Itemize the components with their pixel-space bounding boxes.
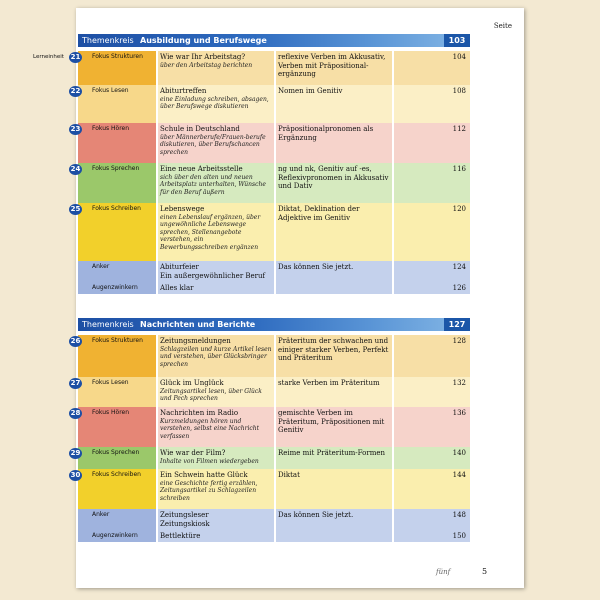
lesson-number-badge: 24: [70, 165, 81, 173]
lesson-desc: Zeitungsartikel lesen, über Glück und Pech sprechen: [160, 387, 262, 402]
lesson-title: Eine neue Arbeitsstelle: [160, 165, 243, 173]
fokus-cell: [70, 123, 156, 163]
page-number: 108: [394, 85, 470, 123]
lesson-content-cell: [158, 407, 274, 447]
lesson-content-cell: [158, 282, 274, 294]
banner-kreis-label: Themenkreis: [82, 36, 134, 45]
lesson-row: [70, 123, 470, 164]
lesson-row: [70, 335, 470, 378]
fokus-cell: Anker: [78, 261, 156, 282]
lerneinheit-label: Lerneinheit: [33, 54, 64, 60]
lesson-content-cell: [158, 469, 274, 509]
fokus-cell: [70, 407, 156, 447]
lesson-desc: einen Lebenslauf ergänzen, über ungewöhnliche Lebenswege sprechen, Stellenangebote verstehen, ein Bewerbungsschreiben ergänzen: [160, 213, 261, 251]
grammar-cell: Diktat, Deklination der Adjektive im Genitiv: [276, 203, 392, 261]
fokus-label: Fokus Schreiben: [92, 471, 141, 478]
grammar-cell: starke Verben im Präteritum: [276, 377, 392, 407]
page-number: 144: [394, 469, 470, 509]
fokus-cell: [70, 335, 156, 377]
banner-topic: Ausbildung und Berufswege: [140, 36, 267, 45]
fokus-label: Fokus Hören: [92, 409, 130, 416]
lesson-title: Bettlektüre: [160, 532, 201, 540]
lesson-content-cell: [158, 123, 274, 163]
lesson-row: [33, 51, 470, 86]
anker-row: [78, 261, 470, 283]
fokus-cell: Anker: [78, 509, 156, 530]
fokus-cell: Augenzwinkern: [78, 282, 156, 294]
lesson-row: [70, 85, 470, 124]
lesson-row: [70, 447, 470, 470]
lesson-title: Schule in Deutschland: [160, 125, 240, 133]
banner-kreis-label: Themenkreis: [82, 320, 134, 329]
page-number: 124: [394, 261, 470, 282]
fokus-label: Fokus Schreiben: [92, 205, 141, 212]
page-number: 132: [394, 377, 470, 407]
grammar-cell: Präpositionalpronomen als Ergänzung: [276, 123, 392, 163]
fokus-label: Fokus Sprechen: [92, 449, 140, 456]
lesson-row: [70, 469, 470, 510]
lesson-title-2: Zeitungskiosk: [160, 519, 210, 528]
lesson-title: Abiturfeier: [160, 263, 199, 271]
seite-label: Seite: [493, 22, 512, 30]
fokus-cell: Augenzwinkern: [78, 530, 156, 542]
fokus-cell: [70, 51, 156, 85]
lesson-number-badge: 29: [70, 449, 81, 457]
lesson-desc: über Männerberufe/Frauen-berufe diskutieren, über Berufschancen sprechen: [160, 133, 266, 156]
lesson-content-cell: [158, 51, 274, 85]
section-banner: [78, 318, 470, 331]
grammar-cell: Das können Sie jetzt.: [276, 509, 392, 530]
lesson-content-cell: [158, 447, 274, 469]
page-number: 120: [394, 203, 470, 261]
lesson-number-badge: 25: [70, 205, 81, 213]
fokus-cell: [70, 447, 156, 469]
grammar-cell: gemischte Verben im Präteritum, Präpositionen mit Genitiv: [276, 407, 392, 447]
themenkreis-section-1: [33, 34, 470, 298]
grammar-cell: Das können Sie jetzt.: [276, 261, 392, 282]
fokus-cell: [70, 469, 156, 509]
lesson-content-cell: [158, 530, 274, 542]
grammar-cell: [276, 530, 392, 542]
lesson-content-cell: [158, 335, 274, 377]
footer-page-number: 5: [482, 567, 488, 576]
themenkreis-section-2: [70, 318, 470, 548]
banner-page-number: 103: [444, 34, 470, 47]
grammar-cell: Reime mit Präteritum-Formen: [276, 447, 392, 469]
lesson-title: Zeitungsmeldungen: [160, 337, 231, 345]
lesson-number-badge: 23: [70, 125, 81, 133]
footer-page-word: fünf: [436, 568, 451, 576]
grammar-cell: reflexive Verben im Akkusativ, Verben mit Präpositional-ergänzung: [276, 51, 392, 85]
lesson-content-cell: [158, 203, 274, 261]
lesson-number-badge: 21: [70, 53, 81, 61]
fokus-label: Fokus Sprechen: [92, 165, 140, 172]
fokus-label: Fokus Strukturen: [92, 53, 143, 60]
section-banner: [78, 34, 470, 47]
fokus-cell: [70, 377, 156, 407]
grammar-cell: [276, 282, 392, 294]
lesson-title: Glück im Unglück: [160, 379, 224, 387]
lesson-desc: eine Geschichte fertig erzählen, Zeitungsartikel zu Schlagzeilen schreiben: [160, 479, 258, 502]
augenzwinkern-row: [78, 282, 470, 295]
grammar-cell: Diktat: [276, 469, 392, 509]
lesson-title: Ein Schwein hatte Glück: [160, 471, 248, 479]
augenzwinkern-row: [78, 530, 470, 543]
page-number: 150: [394, 530, 470, 542]
grammar-cell: Präteritum der schwachen und einiger starker Verben, Perfekt und Präteritum: [276, 335, 392, 377]
lesson-title: Wie war der Film?: [160, 449, 226, 457]
page-number: 104: [394, 51, 470, 85]
lesson-number-badge: 27: [70, 379, 81, 387]
lesson-title: Zeitungsleser: [160, 511, 209, 519]
lesson-desc: eine Einladung schreiben, absagen, über Berufswege diskutieren: [160, 95, 269, 110]
grammar-cell: Nomen im Genitiv: [276, 85, 392, 123]
lesson-number-badge: 28: [70, 409, 81, 417]
lesson-title-2: Ein außergewöhnlicher Beruf: [160, 271, 266, 280]
lesson-number-badge: 30: [70, 471, 81, 479]
fokus-label: Fokus Lesen: [92, 87, 129, 94]
lesson-content-cell: [158, 261, 274, 282]
fokus-cell: [70, 163, 156, 203]
lesson-number-badge: 22: [70, 87, 81, 95]
lesson-title: Wie war Ihr Arbeitstag?: [160, 53, 246, 61]
lesson-desc: Kurzmeldungen hören und verstehen, selbst eine Nachricht verfassen: [160, 417, 259, 440]
fokus-label: Fokus Strukturen: [92, 337, 143, 344]
lesson-row: [70, 163, 470, 204]
page-number: 140: [394, 447, 470, 469]
lesson-desc: über den Arbeitstag berichten: [160, 61, 253, 69]
grammar-cell: ng und nk, Genitiv auf -es, Reflexivpronomen in Akkusativ und Dativ: [276, 163, 392, 203]
lesson-title: Alles klar: [160, 284, 194, 292]
lesson-row: [70, 377, 470, 408]
lesson-row: [70, 407, 470, 448]
page-number: 126: [394, 282, 470, 294]
anker-row: [78, 509, 470, 531]
lesson-content-cell: [158, 509, 274, 530]
page-number: 116: [394, 163, 470, 203]
fokus-label: Fokus Hören: [92, 125, 130, 132]
fokus-cell: [70, 85, 156, 123]
lesson-title: Nachrichten im Radio: [160, 409, 239, 417]
lesson-row: [70, 203, 470, 262]
page-number: 128: [394, 335, 470, 377]
fokus-label: Fokus Lesen: [92, 379, 129, 386]
lesson-content-cell: [158, 163, 274, 203]
lesson-title: Abiturtreffen: [160, 87, 207, 95]
page-number: 112: [394, 123, 470, 163]
lesson-desc: sich über den alten und neuen Arbeitsplatz unterhalten, Wünsche für den Beruf äußern: [160, 173, 266, 196]
fokus-cell: [70, 203, 156, 261]
page-number: 148: [394, 509, 470, 530]
page-number: 136: [394, 407, 470, 447]
lesson-content-cell: [158, 377, 274, 407]
banner-page-number: 127: [444, 318, 470, 331]
lesson-number-badge: 26: [70, 337, 81, 345]
lesson-title: Lebenswege: [160, 205, 205, 213]
lesson-desc: Inhalte von Filmen wiedergeben: [160, 457, 259, 465]
lesson-content-cell: [158, 85, 274, 123]
lesson-desc: Schlagzeilen und kurze Artikel lesen und verstehen, über Glücksbringer sprechen: [160, 345, 272, 368]
banner-topic: Nachrichten und Berichte: [140, 320, 256, 329]
